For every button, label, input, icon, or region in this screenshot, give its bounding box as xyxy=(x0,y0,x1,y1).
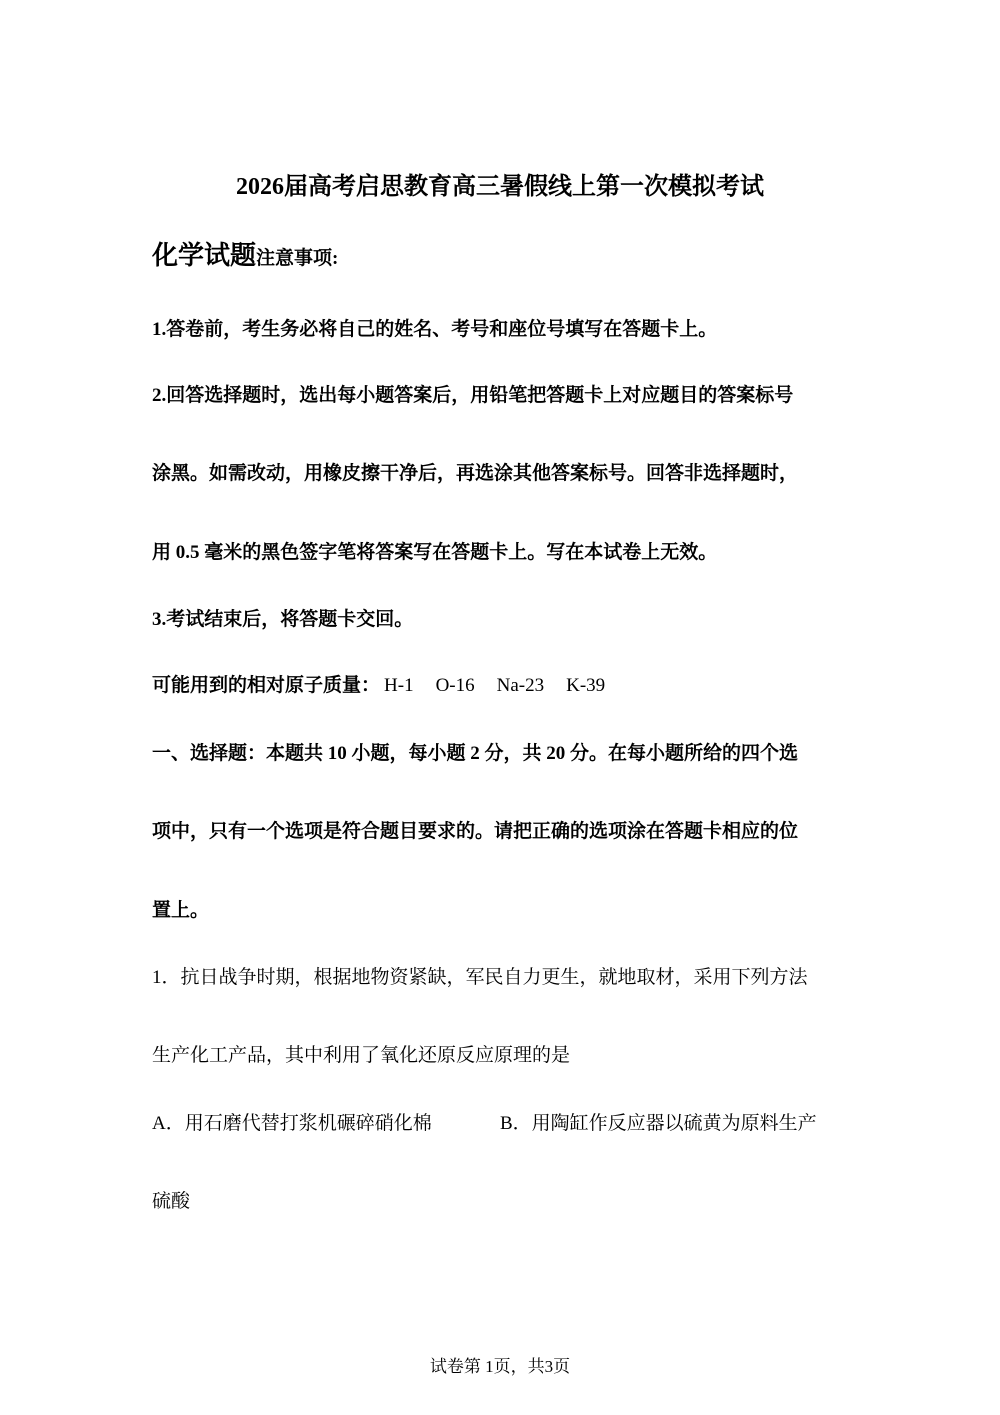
section-instructions-line: 一、选择题：本题共 10 小题，每小题 2 分，共 20 分。在每小题所给的四个选 xyxy=(152,743,799,764)
notice-heading: 注意事项: xyxy=(256,248,339,269)
notice-item: 3.考试结束后，将答题卡交回。 xyxy=(152,609,414,630)
atomic-mass-label: 可能用到的相对原子质量： xyxy=(152,675,381,696)
subject-heading-row xyxy=(152,241,339,271)
question-stem-line: 生产化工产品，其中利用了氧化还原反应原理的是 xyxy=(152,1045,571,1066)
notice-item: 2.回答选择题时，选出每小题答案后，用铅笔把答题卡上对应题目的答案标号 xyxy=(152,385,794,406)
exam-title: 2026届高考启思教育高三暑假线上第一次模拟考试 xyxy=(236,174,764,200)
atomic-mass-value: Na-23 xyxy=(496,675,545,696)
option-b: B．用陶缸作反应器以硫黄为原料生产 xyxy=(500,1113,817,1134)
question-stem-line: 1．抗日战争时期，根据地物资紧缺，军民自力更生，就地取材，采用下列方法 xyxy=(152,967,808,988)
notice-item: 涂黑。如需改动，用橡皮擦干净后，再选涂其他答案标号。回答非选择题时， xyxy=(152,463,799,484)
option-a: A．用石磨代替打浆机碾碎硝化棉 xyxy=(152,1113,432,1134)
notice-item: 用 0.5 毫米的黑色签字笔将答案写在答题卡上。写在本试卷上无效。 xyxy=(152,542,718,563)
page-footer: 试卷第 1页，共3页 xyxy=(429,1357,571,1376)
option-b-continuation: 硫酸 xyxy=(152,1191,191,1212)
section-instructions-line: 项中，只有一个选项是符合题目要求的。请把正确的选项涂在答题卡相应的位 xyxy=(152,821,799,842)
subject-title: 化学试题 xyxy=(152,241,257,270)
atomic-mass-value: K-39 xyxy=(566,675,606,696)
section-instructions-line: 置上。 xyxy=(152,900,210,921)
atomic-mass-value: O-16 xyxy=(435,675,475,696)
atomic-mass-value: H-1 xyxy=(384,675,414,696)
notice-item: 1.答卷前，考生务必将自己的姓名、考号和座位号填写在答题卡上。 xyxy=(152,319,718,340)
atomic-mass-row xyxy=(152,674,605,698)
